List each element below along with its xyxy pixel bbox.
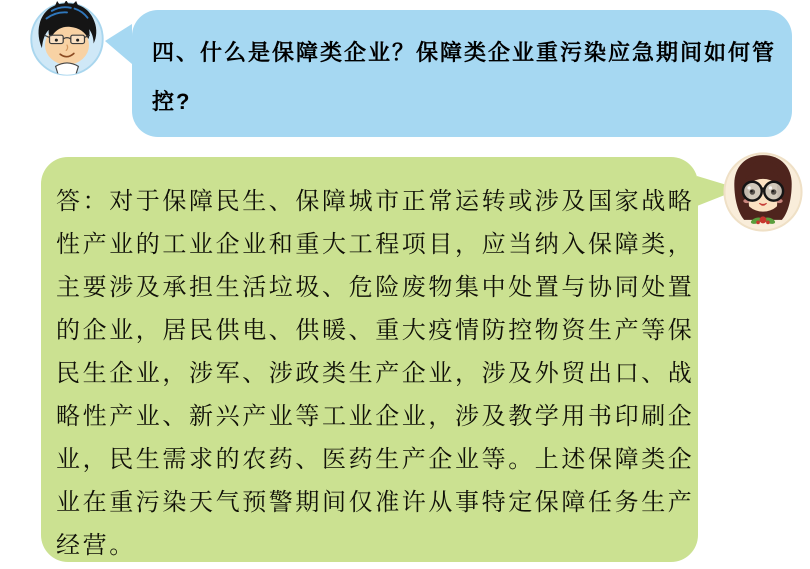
answer-text-line-2: 性产业的工业企业和重大工程项目，应当纳入保障类， (56, 231, 695, 258)
answer-text-line-5: 民生企业，涉军、涉政类生产企业，涉及外贸出口、战 (56, 360, 695, 387)
answer-text-line-6: 略性产业、新兴产业等工业企业，涉及教学用书印刷企 (56, 403, 695, 430)
question-text-line-1: 四、什么是保障类企业？保障类企业重污染应急期间如何管 (152, 40, 777, 65)
question-bubble (132, 10, 792, 137)
question-text-line-2: 控? (152, 89, 192, 114)
girl-avatar (722, 151, 804, 233)
answer-text-line-8: 业在重污染天气预警期间仅准许从事特定保障任务生产 (56, 489, 695, 516)
boy-avatar-icon (29, 1, 105, 77)
answer-text-line-1: 答：对于保障民生、保障城市正常运转或涉及国家战略 (56, 188, 695, 215)
answer-text-line-9: 经营。 (56, 532, 136, 559)
answer-bubble (41, 157, 698, 562)
boy-avatar (29, 1, 105, 77)
answer-text-line-4: 的企业，居民供电、供暖、重大疫情防控物资生产等保 (56, 317, 695, 344)
answer-text-line-7: 业，民生需求的农药、医药生产企业等。上述保障类企 (56, 446, 695, 473)
girl-avatar-icon (722, 151, 804, 233)
answer-text-line-3: 主要涉及承担生活垃圾、危险废物集中处置与协同处置 (56, 274, 695, 301)
question-bubble-tail (105, 24, 132, 64)
